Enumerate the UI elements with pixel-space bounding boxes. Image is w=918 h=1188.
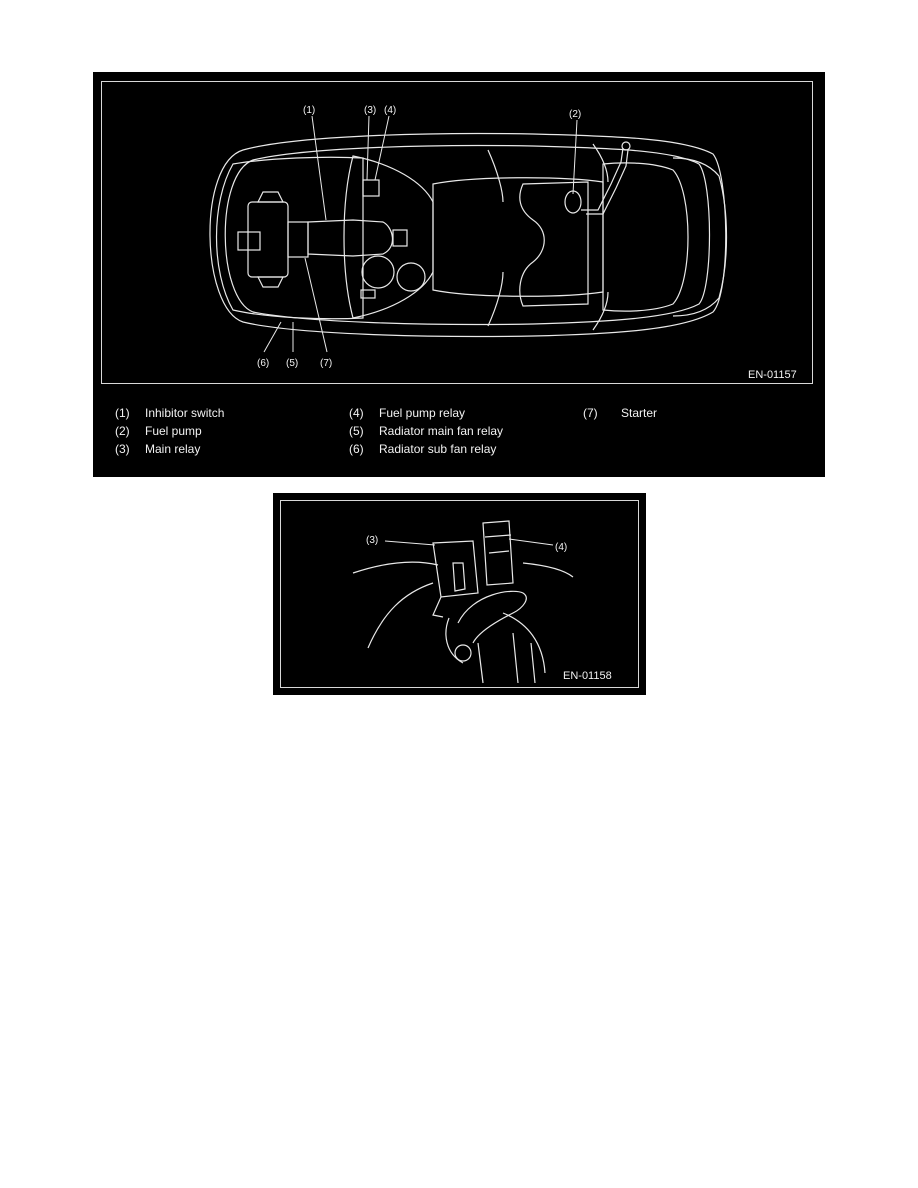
legend-item [115, 424, 202, 438]
main-relay-box [363, 180, 379, 196]
legend-number: (4) [349, 406, 364, 420]
legend-item [115, 406, 224, 420]
callout-2: (2) [569, 109, 582, 120]
legend-text: Fuel pump [145, 424, 202, 438]
callout-4: (4) [384, 105, 397, 116]
callout-3: (3) [366, 535, 379, 546]
vehicle-layout-figure [93, 72, 825, 477]
legend-item [349, 424, 503, 438]
legend-number: (1) [115, 406, 130, 420]
legend-text: Fuel pump relay [379, 406, 466, 420]
car-body-inner-outline [225, 146, 709, 325]
legend-text: Inhibitor switch [145, 406, 225, 420]
roof [433, 178, 603, 297]
fuel-tank [520, 182, 588, 306]
legend-number: (6) [349, 442, 364, 456]
main-relay [433, 541, 478, 597]
legend-text: Radiator sub fan relay [379, 442, 497, 456]
engine-block [248, 202, 288, 277]
callout-6: (6) [257, 358, 270, 369]
transmission [308, 220, 392, 256]
legend-number: (3) [115, 442, 130, 456]
callout-3: (3) [364, 105, 377, 116]
callout-5: (5) [286, 358, 299, 369]
fuel-pump-relay [483, 521, 513, 585]
legend-item [349, 442, 496, 456]
legend-item [115, 442, 200, 456]
callout-1: (1) [303, 105, 316, 116]
legend-item [583, 406, 657, 420]
legend-item [349, 406, 465, 420]
relay-closeup-figure [273, 493, 646, 695]
windshield [344, 156, 433, 318]
parts-legend [93, 404, 825, 464]
trunk [673, 158, 727, 316]
callout-7: (7) [320, 358, 333, 369]
legend-text: Starter [621, 406, 658, 420]
legend-number: (7) [583, 406, 598, 420]
rear-window [603, 163, 688, 311]
legend-text: Main relay [145, 442, 201, 456]
legend-number: (5) [349, 424, 364, 438]
fuel-pump [565, 191, 581, 213]
relay-closeup-drawing [273, 493, 646, 695]
figure-id-label: EN-01157 [748, 369, 797, 381]
legend-text: Radiator main fan relay [379, 424, 504, 438]
figure-id-label: EN-01158 [563, 670, 612, 682]
callout-4: (4) [555, 542, 568, 553]
legend-number: (2) [115, 424, 130, 438]
